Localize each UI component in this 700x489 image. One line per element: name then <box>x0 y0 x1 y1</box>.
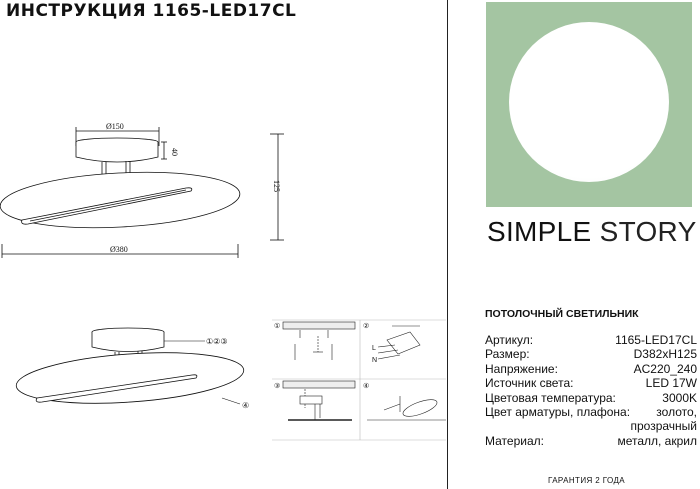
spec-value: золото, <box>656 405 697 420</box>
dim-height-label: 125 <box>272 180 281 192</box>
warranty-note: ГАРАНТИЯ 2 ГОДА <box>548 476 626 485</box>
spec-label: Размер: <box>485 347 530 362</box>
spec-value: LED 17W <box>645 376 697 391</box>
brand-word-story: STORY <box>599 216 697 247</box>
callout-disc: ④ <box>242 401 250 410</box>
spec-row <box>485 391 697 405</box>
brand-logo <box>487 216 697 248</box>
spec-label: Цвет арматуры, плафона: <box>485 405 631 420</box>
spec-label: Напряжение: <box>485 361 558 376</box>
step-3-number: ③ <box>274 383 281 390</box>
dim-canopy-label: Ø150 <box>106 122 124 131</box>
spec-label: Материал: <box>485 433 544 448</box>
spec-row <box>485 362 697 376</box>
step-4-number: ④ <box>363 383 370 390</box>
product-type: ПОТОЛОЧНЫЙ СВЕТИЛЬНИК <box>485 308 639 320</box>
spec-value: металл, акрил <box>617 433 697 448</box>
lamp-glow-disc <box>509 22 669 182</box>
spec-row <box>485 333 697 347</box>
callout-components: ①②③ <box>206 337 228 346</box>
spec-row <box>485 419 697 433</box>
lamp-side-view-dimensioned <box>0 127 284 258</box>
product-photo <box>486 2 692 207</box>
spec-value: 3000K <box>662 390 697 405</box>
spec-row <box>485 347 697 361</box>
wire-label-n: N <box>372 357 378 364</box>
spec-row <box>485 434 697 448</box>
dim-diameter-label: Ø380 <box>110 245 128 254</box>
spec-value: D382xH125 <box>633 347 697 362</box>
installation-steps <box>272 320 446 440</box>
wire-label-l: L <box>372 345 376 352</box>
spec-label: Цветовая температура: <box>485 390 616 405</box>
document-title: ИНСТРУКЦИЯ 1165-LED17CL <box>6 1 297 21</box>
spec-label: Источник света: <box>485 376 574 391</box>
page-divider <box>447 0 448 489</box>
dim-canopy-height-label: 40 <box>170 148 179 156</box>
step-1-number: ① <box>274 323 281 330</box>
step-2-number: ② <box>363 323 370 330</box>
brand-word-simple: SIMPLE <box>487 216 592 247</box>
spec-label: Артикул: <box>485 333 534 347</box>
spec-value: прозрачный <box>630 419 697 434</box>
spec-list <box>485 333 697 448</box>
spec-value: AC220_240 <box>633 361 697 376</box>
spec-value: 1165-LED17CL <box>615 333 697 347</box>
spec-row <box>485 405 697 419</box>
spec-row <box>485 376 697 390</box>
